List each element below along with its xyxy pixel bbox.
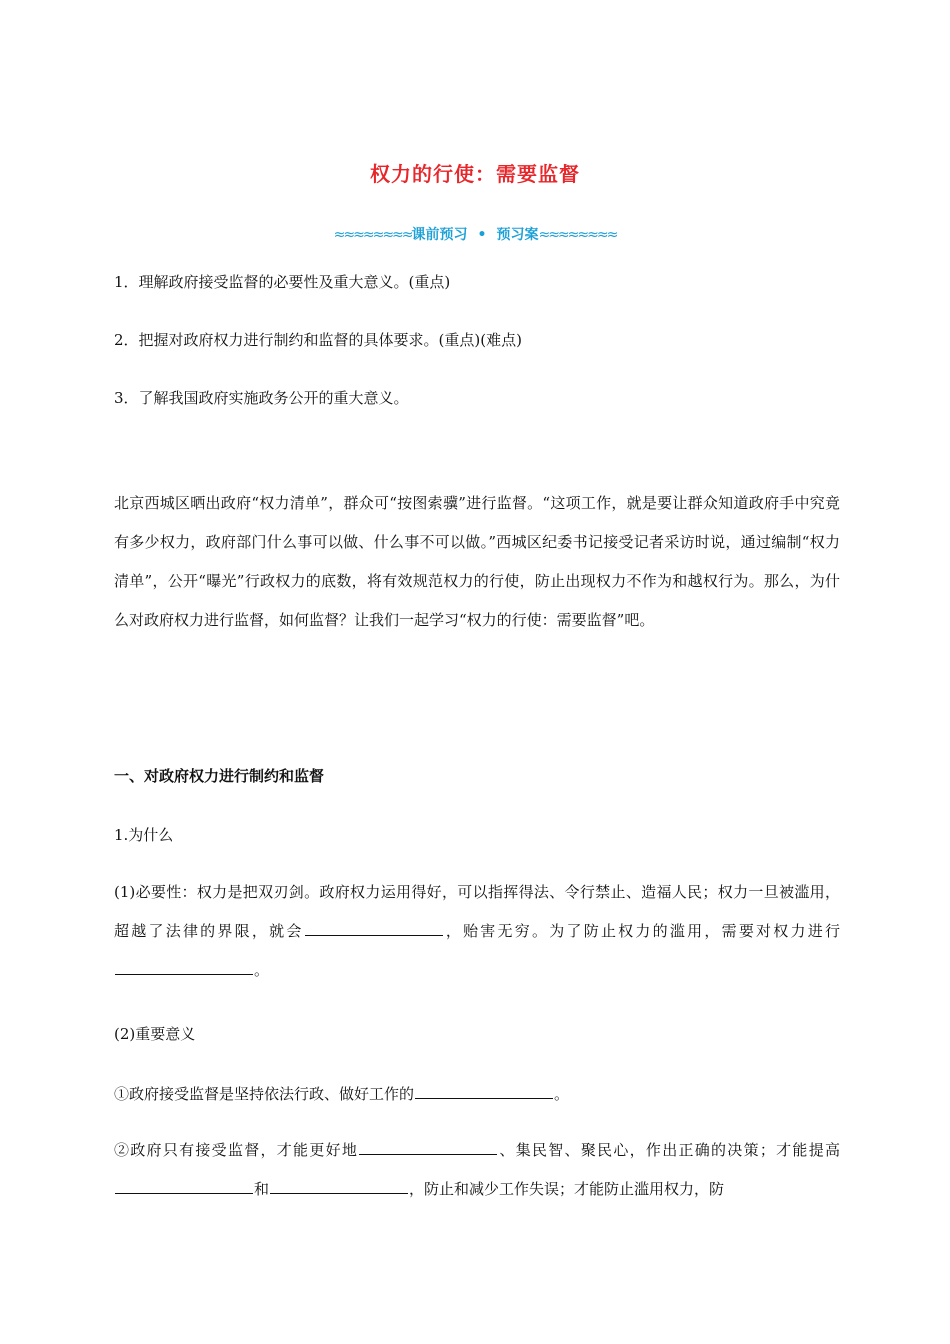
significance-heading: (2)重要意义	[114, 1025, 196, 1043]
fill-in-blank[interactable]	[359, 1138, 497, 1155]
fill-in-blank[interactable]	[270, 1177, 408, 1194]
fill-in-blank[interactable]	[305, 919, 443, 936]
point1-text-1: ①政府接受监督是坚持依法行政、做好工作的	[114, 1085, 415, 1103]
significance-point-2	[114, 1131, 840, 1209]
point2-text-2: 、集民智、聚民心，作出正确的决策；才能提高	[498, 1141, 840, 1159]
fill-in-blank[interactable]	[115, 1177, 253, 1194]
necessity-text-3: 。	[254, 961, 270, 979]
objective-item: 1．理解政府接受监督的必要性及重大意义。(重点)	[114, 273, 451, 291]
point2-text-3: 和	[254, 1180, 270, 1198]
section-heading: 一、对政府权力进行制约和监督	[114, 767, 325, 785]
necessity-text-1: (1)必要性：权力是把双刃剑。政府权力运用得好，可以指挥得法、令行禁止、造福人民；权力一旦被滥用，超越了法律的界限，就会	[114, 883, 840, 940]
objective-item: 2．把握对政府权力进行制约和监督的具体要求。(重点)(难点)	[114, 331, 522, 349]
significance-point-1	[114, 1082, 844, 1104]
banner-label-preview: 课前预习	[411, 227, 468, 243]
banner-label-plan: 预习案	[496, 227, 539, 243]
necessity-text-2: ，贻害无穷。为了防止权力的滥用，需要对权力进行	[443, 922, 840, 940]
fill-in-blank[interactable]	[115, 958, 253, 975]
point2-text-1: ②政府只有接受监督，才能更好地	[114, 1141, 359, 1159]
necessity-paragraph	[114, 873, 840, 990]
wave-decoration-right: ≈≈≈≈≈≈≈≈	[538, 227, 617, 243]
fill-in-blank[interactable]	[415, 1082, 553, 1099]
sub-heading: 1.为什么	[114, 826, 174, 844]
page-title: 权力的行使：需要监督	[370, 162, 580, 186]
point2-text-4: ，防止和减少工作失误；才能防止滥用权力，防	[409, 1180, 725, 1198]
point1-text-2: 。	[554, 1085, 570, 1103]
preview-banner	[0, 224, 950, 244]
wave-decoration-left: ≈≈≈≈≈≈≈≈	[333, 227, 412, 243]
objective-item: 3．了解我国政府实施政务公开的重大意义。	[114, 389, 409, 407]
intro-paragraph: 北京西城区晒出政府“权力清单”，群众可“按图索骥”进行监督。“这项工作，就是要让群众知道政府手中究竟有多少权力，政府部门什么事可以做、什么事不可以做。”西城区纪委书记接受记者采访时说，通过编制“权力清单”，公开“曝光”行政权力的底数，将有效规范权力的行使，防止出现权力不作为和越权行为。那么，为什么对政府权力进行监督，如何监督？让我们一起学习“权力的行使：需要监督”吧。	[114, 494, 840, 629]
banner-separator: •	[477, 227, 487, 243]
